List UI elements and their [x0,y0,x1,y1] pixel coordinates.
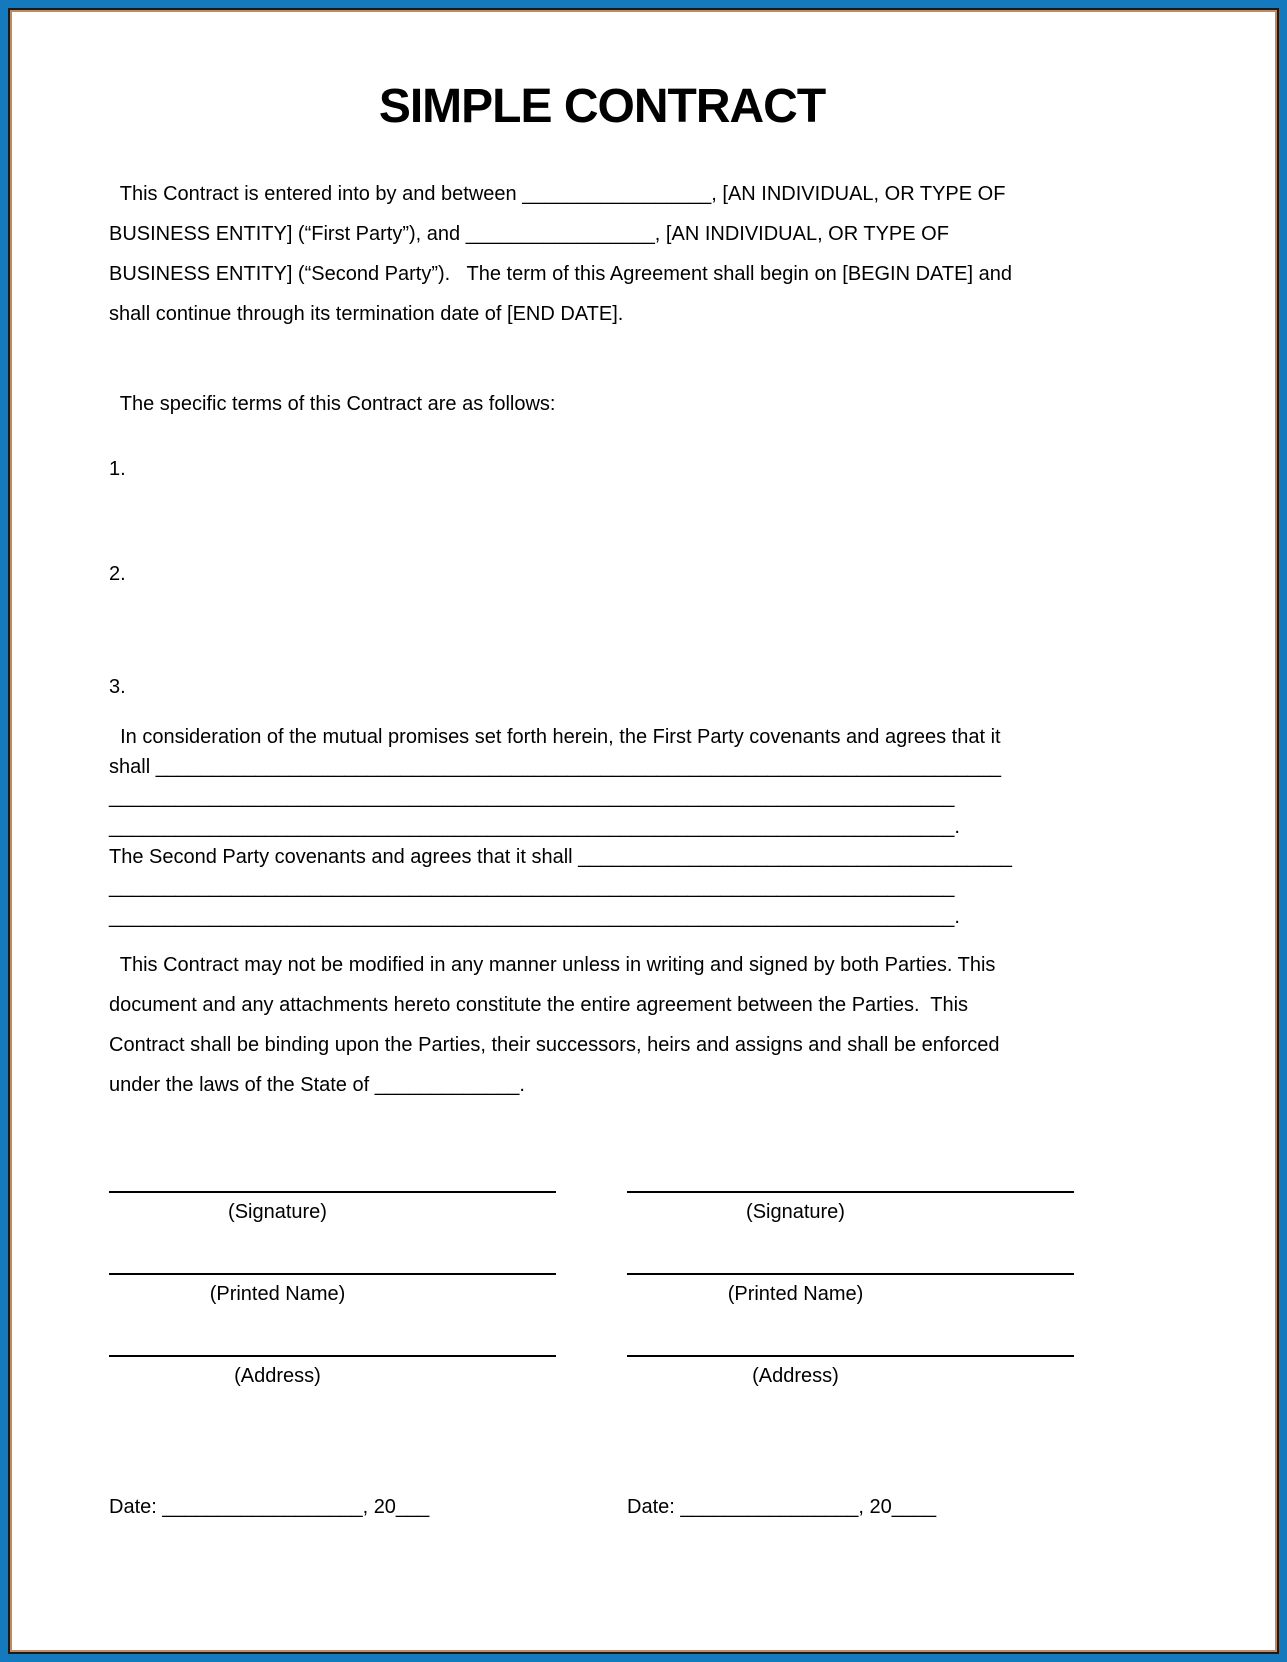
covenant-line-6: ____________________________________________________________________________ [109,876,955,898]
binding-line-3: Contract shall be binding upon the Parties, their successors, heirs and assigns and shall be enforced [109,1034,1000,1056]
printed-name-row [109,1273,556,1307]
term-number-3: 3. [109,676,126,698]
covenant-paragraph [109,722,1275,932]
covenant-line-2: shall ____________________________________________________________________________ [109,756,1002,778]
covenant-line-7: ____________________________________________________________________________. [109,906,960,928]
term-number-1: 1. [109,458,126,480]
signature-column-first-party [109,1191,556,1437]
printed-name-blank-line [627,1273,1074,1275]
signature-row [109,1191,556,1225]
signature-blank-line [627,1191,1074,1193]
intro-line-1: This Contract is entered into by and between _________________, [AN INDIVIDUAL, OR TYPE OF [109,183,1006,205]
intro-line-2: BUSINESS ENTITY] (“First Party”), and _________________, [AN INDIVIDUAL, OR TYPE OF [109,223,949,245]
contract-title: SIMPLE CONTRACT [378,80,826,133]
address-label: (Address) [752,1365,839,1387]
date-section [109,1494,1275,1520]
signature-label: (Signature) [228,1201,327,1223]
address-blank-line [627,1355,1074,1357]
address-row [627,1355,1074,1389]
printed-name-row [627,1273,1074,1307]
printed-name-label: (Printed Name) [727,1283,864,1305]
address-label: (Address) [234,1365,321,1387]
intro-line-4: shall continue through its termination date of [END DATE]. [109,303,624,325]
binding-line-1: This Contract may not be modified in any manner unless in writing and signed by both Parties. This [109,954,996,976]
binding-line-2: document and any attachments hereto constitute the entire agreement between the Parties. This [109,994,969,1016]
terms-heading: The specific terms of this Contract are as follows: [109,393,556,415]
covenant-line-3: ____________________________________________________________________________ [109,786,955,808]
inner-dark-frame [8,8,1279,1654]
contract-page [10,10,1277,1652]
signature-column-second-party [627,1191,1074,1437]
printed-name-blank-line [109,1273,556,1275]
term-number-2: 2. [109,563,126,585]
intro-line-3: BUSINESS ENTITY] (“Second Party”). The term of this Agreement shall begin on [BEGIN DATE] and [109,263,1012,285]
printed-name-label: (Printed Name) [209,1283,346,1305]
date-line-second-party: Date: ________________, 20____ [627,1496,937,1518]
signature-label: (Signature) [746,1201,845,1223]
binding-paragraph [109,945,1275,1105]
intro-paragraph [109,174,1275,334]
signature-section [109,1191,1275,1437]
covenant-line-4: ____________________________________________________________________________. [109,816,960,838]
covenant-line-5: The Second Party covenants and agrees that it shall _______________________________________ [109,846,1012,868]
binding-line-4: under the laws of the State of _____________. [109,1074,525,1096]
covenant-line-1: In consideration of the mutual promises set forth herein, the First Party covenants and agrees that it [109,726,1001,748]
signature-blank-line [109,1191,556,1193]
address-blank-line [109,1355,556,1357]
address-row [109,1355,556,1389]
date-line-first-party: Date: __________________, 20___ [109,1496,430,1518]
signature-row [627,1191,1074,1225]
